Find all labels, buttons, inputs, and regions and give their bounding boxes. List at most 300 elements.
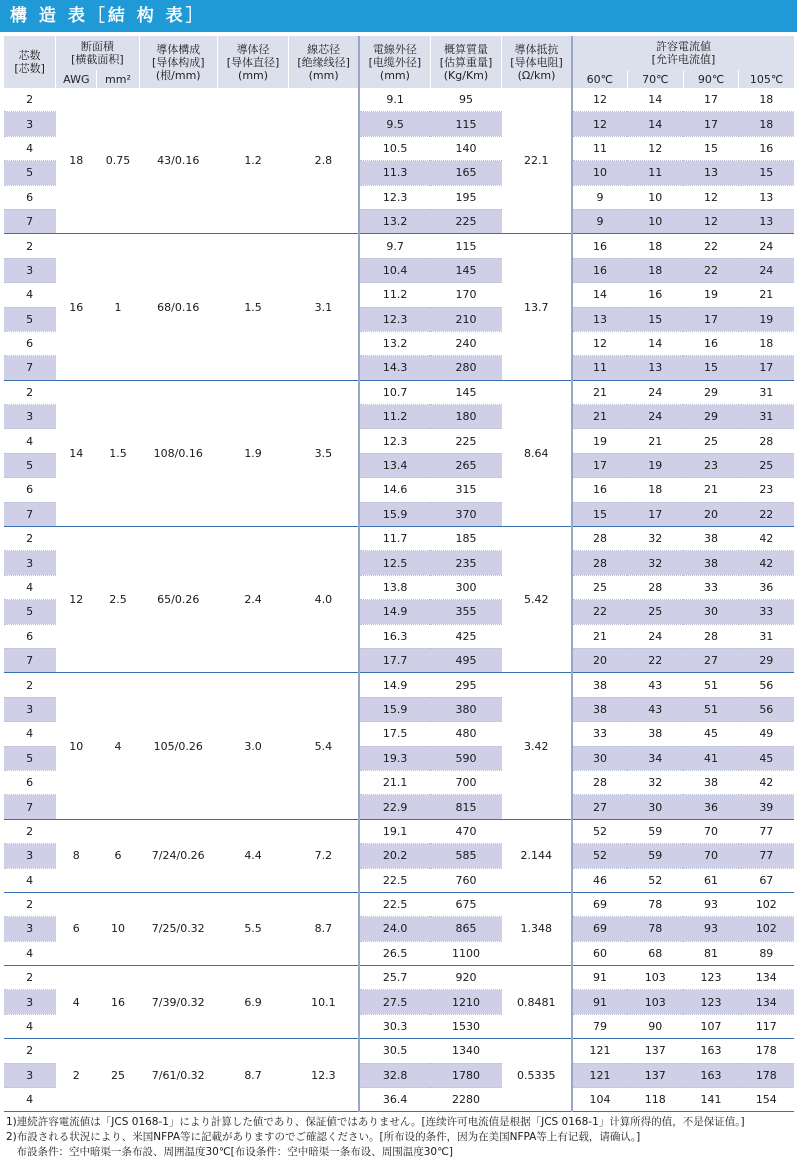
cell-weight: 145 [430, 380, 501, 404]
cell-mm2: 2.5 [97, 527, 139, 673]
cell-current-105: 31 [739, 624, 794, 648]
cell-current-90: 20 [683, 502, 738, 526]
cell-current-90: 93 [683, 892, 738, 916]
cell-outer-diameter: 15.9 [359, 697, 430, 721]
cell-diameter: 1.5 [217, 234, 288, 380]
cell-awg: 12 [56, 527, 97, 673]
cell-mm2: 1 [97, 234, 139, 380]
header-temp-90: 90℃ [683, 70, 738, 88]
cell-insulation: 2.8 [289, 88, 359, 234]
cell-resistance: 22.1 [502, 88, 572, 234]
cell-current-105: 45 [739, 746, 794, 770]
cell-diameter: 5.5 [217, 892, 288, 965]
cell-current-105: 22 [739, 502, 794, 526]
cell-current-105: 134 [739, 966, 794, 990]
cell-current-70: 24 [627, 380, 683, 404]
header-conductor: 導体構成 [导体构成] (根/mm) [139, 36, 217, 88]
cell-current-60: 25 [572, 575, 627, 599]
cell-resistance: 2.144 [502, 819, 572, 892]
cell-current-90: 17 [683, 307, 738, 331]
cell-current-90: 22 [683, 234, 738, 258]
cell-weight: 140 [430, 136, 501, 160]
cell-weight: 170 [430, 283, 501, 307]
cell-current-90: 61 [683, 868, 738, 892]
cell-current-105: 24 [739, 258, 794, 282]
cell-current-60: 38 [572, 673, 627, 697]
cell-current-60: 79 [572, 1014, 627, 1038]
cell-conductor: 7/24/0.26 [139, 819, 217, 892]
cell-current-70: 12 [627, 136, 683, 160]
cell-weight: 380 [430, 697, 501, 721]
cell-current-70: 38 [627, 722, 683, 746]
cell-weight: 265 [430, 453, 501, 477]
cell-cores: 6 [4, 331, 56, 355]
cell-outer-diameter: 14.9 [359, 673, 430, 697]
cell-outer-diameter: 11.2 [359, 405, 430, 429]
cell-diameter: 1.9 [217, 380, 288, 526]
cell-current-105: 25 [739, 453, 794, 477]
cell-current-60: 121 [572, 1063, 627, 1087]
cell-cores: 5 [4, 161, 56, 185]
cell-current-105: 89 [739, 941, 794, 965]
cell-current-60: 69 [572, 917, 627, 941]
cell-awg: 8 [56, 819, 97, 892]
cell-weight: 195 [430, 185, 501, 209]
cell-current-105: 36 [739, 575, 794, 599]
table-row [4, 380, 795, 404]
cell-current-105: 49 [739, 722, 794, 746]
cell-current-105: 102 [739, 892, 794, 916]
cell-current-60: 11 [572, 136, 627, 160]
cell-current-70: 22 [627, 648, 683, 672]
cell-current-70: 28 [627, 575, 683, 599]
cell-weight: 590 [430, 746, 501, 770]
cell-cores: 2 [4, 892, 56, 916]
cell-current-90: 12 [683, 185, 738, 209]
cell-current-70: 90 [627, 1014, 683, 1038]
table-row [4, 892, 795, 916]
cell-outer-diameter: 21.1 [359, 770, 430, 794]
cell-conductor: 65/0.26 [139, 527, 217, 673]
cell-current-70: 21 [627, 429, 683, 453]
cell-weight: 865 [430, 917, 501, 941]
cell-current-90: 29 [683, 405, 738, 429]
cell-outer-diameter: 10.5 [359, 136, 430, 160]
cell-outer-diameter: 11.7 [359, 527, 430, 551]
cell-current-90: 15 [683, 136, 738, 160]
cell-cores: 3 [4, 551, 56, 575]
cell-current-70: 43 [627, 673, 683, 697]
cell-outer-diameter: 24.0 [359, 917, 430, 941]
cell-outer-diameter: 22.9 [359, 795, 430, 819]
cell-mm2: 6 [97, 819, 139, 892]
cell-weight: 1210 [430, 990, 501, 1014]
cell-current-90: 22 [683, 258, 738, 282]
cell-current-60: 91 [572, 990, 627, 1014]
header-outer: 電線外径 [电缆外径] (mm) [359, 36, 430, 88]
cell-weight: 495 [430, 648, 501, 672]
cell-weight: 920 [430, 966, 501, 990]
cell-outer-diameter: 12.3 [359, 185, 430, 209]
cell-conductor: 108/0.16 [139, 380, 217, 526]
cell-current-90: 123 [683, 966, 738, 990]
cell-outer-diameter: 9.5 [359, 112, 430, 136]
cell-awg: 2 [56, 1039, 97, 1112]
cell-conductor: 7/61/0.32 [139, 1039, 217, 1112]
table-body [4, 88, 795, 1112]
cell-current-60: 91 [572, 966, 627, 990]
table-row [4, 1039, 795, 1063]
cell-cores: 3 [4, 1063, 56, 1087]
cell-current-70: 103 [627, 990, 683, 1014]
cell-outer-diameter: 14.6 [359, 478, 430, 502]
cell-resistance: 0.8481 [502, 966, 572, 1039]
cell-current-105: 33 [739, 600, 794, 624]
cell-current-105: 67 [739, 868, 794, 892]
cell-weight: 115 [430, 234, 501, 258]
cell-cores: 2 [4, 673, 56, 697]
cell-outer-diameter: 9.7 [359, 234, 430, 258]
cell-insulation: 12.3 [289, 1039, 359, 1112]
cell-cores: 2 [4, 380, 56, 404]
cell-cores: 4 [4, 575, 56, 599]
cell-conductor: 105/0.26 [139, 673, 217, 819]
cell-current-105: 56 [739, 697, 794, 721]
header-insulation: 線芯径 [绝缘线径] (mm) [289, 36, 359, 88]
cell-current-105: 178 [739, 1039, 794, 1063]
cell-current-90: 33 [683, 575, 738, 599]
cell-resistance: 0.5335 [502, 1039, 572, 1112]
cell-diameter: 1.2 [217, 88, 288, 234]
cell-current-90: 41 [683, 746, 738, 770]
cell-current-90: 45 [683, 722, 738, 746]
cell-weight: 280 [430, 356, 501, 380]
cell-current-60: 52 [572, 844, 627, 868]
cell-outer-diameter: 10.7 [359, 380, 430, 404]
cell-weight: 585 [430, 844, 501, 868]
cell-current-70: 18 [627, 258, 683, 282]
cell-conductor: 68/0.16 [139, 234, 217, 380]
cell-current-105: 19 [739, 307, 794, 331]
cell-weight: 115 [430, 112, 501, 136]
cell-current-90: 13 [683, 161, 738, 185]
table-row [4, 234, 795, 258]
cell-weight: 235 [430, 551, 501, 575]
cell-conductor: 7/39/0.32 [139, 966, 217, 1039]
cell-current-70: 25 [627, 600, 683, 624]
cell-current-70: 14 [627, 112, 683, 136]
cell-current-70: 14 [627, 331, 683, 355]
cell-current-105: 134 [739, 990, 794, 1014]
cell-current-70: 18 [627, 478, 683, 502]
cell-insulation: 8.7 [289, 892, 359, 965]
cell-mm2: 25 [97, 1039, 139, 1112]
cell-current-60: 21 [572, 380, 627, 404]
structure-table [3, 36, 794, 1112]
header-temp-70: 70℃ [627, 70, 683, 88]
cell-current-70: 11 [627, 161, 683, 185]
cell-current-70: 24 [627, 405, 683, 429]
cell-current-70: 34 [627, 746, 683, 770]
cell-current-60: 69 [572, 892, 627, 916]
cell-outer-diameter: 16.3 [359, 624, 430, 648]
cell-current-105: 18 [739, 112, 794, 136]
cell-current-70: 32 [627, 551, 683, 575]
cell-current-70: 59 [627, 819, 683, 843]
cell-mm2: 4 [97, 673, 139, 819]
cell-outer-diameter: 12.5 [359, 551, 430, 575]
cell-current-70: 78 [627, 892, 683, 916]
cell-current-90: 36 [683, 795, 738, 819]
cell-outer-diameter: 14.3 [359, 356, 430, 380]
cell-outer-diameter: 30.3 [359, 1014, 430, 1038]
cell-awg: 4 [56, 966, 97, 1039]
cell-current-90: 93 [683, 917, 738, 941]
cell-cores: 2 [4, 88, 56, 112]
cell-weight: 225 [430, 429, 501, 453]
cell-weight: 355 [430, 600, 501, 624]
cell-current-60: 21 [572, 624, 627, 648]
header-resistance: 導体抵抗 [导体电阻] (Ω/km) [502, 36, 572, 88]
cell-outer-diameter: 27.5 [359, 990, 430, 1014]
cell-outer-diameter: 15.9 [359, 502, 430, 526]
cell-conductor: 43/0.16 [139, 88, 217, 234]
cell-current-70: 19 [627, 453, 683, 477]
cell-outer-diameter: 13.8 [359, 575, 430, 599]
cell-current-90: 81 [683, 941, 738, 965]
cell-weight: 815 [430, 795, 501, 819]
cell-current-90: 70 [683, 819, 738, 843]
cell-current-90: 163 [683, 1063, 738, 1087]
cell-current-70: 15 [627, 307, 683, 331]
cell-outer-diameter: 19.3 [359, 746, 430, 770]
cell-current-70: 59 [627, 844, 683, 868]
cell-current-60: 9 [572, 185, 627, 209]
cell-outer-diameter: 20.2 [359, 844, 430, 868]
cell-weight: 165 [430, 161, 501, 185]
cell-current-105: 28 [739, 429, 794, 453]
table-row [4, 966, 795, 990]
cell-cores: 3 [4, 405, 56, 429]
cell-cores: 7 [4, 795, 56, 819]
cell-current-90: 21 [683, 478, 738, 502]
cell-current-70: 68 [627, 941, 683, 965]
cell-cores: 2 [4, 1039, 56, 1063]
cell-mm2: 1.5 [97, 380, 139, 526]
cell-cores: 5 [4, 746, 56, 770]
header-temp-60: 60℃ [572, 70, 627, 88]
cell-current-105: 56 [739, 673, 794, 697]
cell-cores: 2 [4, 966, 56, 990]
cell-current-70: 18 [627, 234, 683, 258]
cell-current-60: 16 [572, 478, 627, 502]
cell-current-105: 21 [739, 283, 794, 307]
footnote-1: 1)連続許容電流値は「JCS 0168-1」により計算した値であり、保証値ではありません。[连续许可电流值是根据「JCS 0168-1」计算所得的值，不是保证值。] [6, 1116, 745, 1128]
cell-outer-diameter: 22.5 [359, 892, 430, 916]
cell-current-105: 18 [739, 88, 794, 112]
cell-diameter: 8.7 [217, 1039, 288, 1112]
cell-current-90: 141 [683, 1088, 738, 1112]
cell-weight: 2280 [430, 1088, 501, 1112]
cell-outer-diameter: 26.5 [359, 941, 430, 965]
cell-cores: 6 [4, 624, 56, 648]
cell-resistance: 13.7 [502, 234, 572, 380]
cell-outer-diameter: 25.7 [359, 966, 430, 990]
cell-current-105: 17 [739, 356, 794, 380]
cell-outer-diameter: 10.4 [359, 258, 430, 282]
header-cores: 芯数 [芯数] [4, 36, 56, 88]
cell-cores: 7 [4, 648, 56, 672]
cell-resistance: 8.64 [502, 380, 572, 526]
cell-insulation: 7.2 [289, 819, 359, 892]
header-diameter: 導体径 [导体直径] (mm) [217, 36, 288, 88]
cell-insulation: 4.0 [289, 527, 359, 673]
cell-current-90: 16 [683, 331, 738, 355]
cell-outer-diameter: 13.2 [359, 209, 430, 233]
cell-current-105: 117 [739, 1014, 794, 1038]
cell-cores: 4 [4, 429, 56, 453]
cell-weight: 675 [430, 892, 501, 916]
cell-cores: 4 [4, 136, 56, 160]
cell-current-70: 32 [627, 770, 683, 794]
cell-cores: 3 [4, 844, 56, 868]
cell-current-60: 28 [572, 527, 627, 551]
cell-cores: 7 [4, 502, 56, 526]
cell-outer-diameter: 13.2 [359, 331, 430, 355]
cell-current-60: 27 [572, 795, 627, 819]
cell-current-60: 19 [572, 429, 627, 453]
cell-current-60: 28 [572, 770, 627, 794]
cell-current-105: 18 [739, 331, 794, 355]
table-row [4, 88, 795, 112]
cell-current-105: 154 [739, 1088, 794, 1112]
cell-outer-diameter: 32.8 [359, 1063, 430, 1087]
cell-awg: 18 [56, 88, 97, 234]
cell-weight: 370 [430, 502, 501, 526]
cell-awg: 10 [56, 673, 97, 819]
cell-weight: 225 [430, 209, 501, 233]
cell-current-60: 10 [572, 161, 627, 185]
cell-current-60: 12 [572, 88, 627, 112]
cell-current-70: 32 [627, 527, 683, 551]
cell-outer-diameter: 36.4 [359, 1088, 430, 1112]
cell-current-60: 121 [572, 1039, 627, 1063]
cell-weight: 760 [430, 868, 501, 892]
cell-outer-diameter: 13.4 [359, 453, 430, 477]
cell-current-60: 22 [572, 600, 627, 624]
cell-current-90: 15 [683, 356, 738, 380]
cell-current-60: 46 [572, 868, 627, 892]
cell-current-90: 23 [683, 453, 738, 477]
cell-current-60: 60 [572, 941, 627, 965]
cell-cores: 7 [4, 356, 56, 380]
cell-current-60: 52 [572, 819, 627, 843]
cell-current-105: 24 [739, 234, 794, 258]
cell-current-90: 51 [683, 673, 738, 697]
cell-current-90: 38 [683, 770, 738, 794]
cell-weight: 425 [430, 624, 501, 648]
cell-conductor: 7/25/0.32 [139, 892, 217, 965]
cell-weight: 145 [430, 258, 501, 282]
cell-cores: 4 [4, 1014, 56, 1038]
cell-current-90: 25 [683, 429, 738, 453]
cell-cores: 4 [4, 1088, 56, 1112]
cell-outer-diameter: 17.7 [359, 648, 430, 672]
cell-current-105: 13 [739, 185, 794, 209]
cell-current-60: 14 [572, 283, 627, 307]
cell-current-90: 107 [683, 1014, 738, 1038]
cell-current-60: 21 [572, 405, 627, 429]
cell-weight: 315 [430, 478, 501, 502]
cell-current-70: 137 [627, 1039, 683, 1063]
cell-current-90: 12 [683, 209, 738, 233]
cell-weight: 300 [430, 575, 501, 599]
cell-current-105: 29 [739, 648, 794, 672]
cell-cores: 2 [4, 819, 56, 843]
cell-current-105: 102 [739, 917, 794, 941]
cell-weight: 470 [430, 819, 501, 843]
cell-current-105: 31 [739, 380, 794, 404]
cell-current-60: 104 [572, 1088, 627, 1112]
cell-current-70: 137 [627, 1063, 683, 1087]
cell-current-70: 78 [627, 917, 683, 941]
cell-diameter: 4.4 [217, 819, 288, 892]
cell-current-60: 13 [572, 307, 627, 331]
cell-current-60: 9 [572, 209, 627, 233]
cell-weight: 210 [430, 307, 501, 331]
cell-current-60: 30 [572, 746, 627, 770]
header-mm2: mm² [97, 70, 139, 88]
cell-insulation: 3.5 [289, 380, 359, 526]
cell-awg: 16 [56, 234, 97, 380]
page-title: 構 造 表［結 构 表］ [10, 6, 206, 26]
cell-cores: 3 [4, 697, 56, 721]
cell-current-60: 11 [572, 356, 627, 380]
cell-current-60: 17 [572, 453, 627, 477]
cell-current-70: 118 [627, 1088, 683, 1112]
cell-current-60: 12 [572, 331, 627, 355]
cell-current-105: 42 [739, 527, 794, 551]
cell-current-90: 38 [683, 527, 738, 551]
cell-current-60: 15 [572, 502, 627, 526]
cell-current-70: 16 [627, 283, 683, 307]
table-row [4, 819, 795, 843]
cell-awg: 14 [56, 380, 97, 526]
cell-weight: 295 [430, 673, 501, 697]
cell-current-70: 17 [627, 502, 683, 526]
cell-cores: 6 [4, 770, 56, 794]
cell-weight: 480 [430, 722, 501, 746]
cell-weight: 1530 [430, 1014, 501, 1038]
cell-mm2: 10 [97, 892, 139, 965]
cell-current-90: 27 [683, 648, 738, 672]
cell-insulation: 5.4 [289, 673, 359, 819]
cell-resistance: 1.348 [502, 892, 572, 965]
cell-cores: 6 [4, 478, 56, 502]
cell-current-90: 17 [683, 112, 738, 136]
cell-cores: 5 [4, 600, 56, 624]
cell-current-70: 43 [627, 697, 683, 721]
cell-current-90: 17 [683, 88, 738, 112]
cell-current-70: 10 [627, 185, 683, 209]
cell-current-90: 29 [683, 380, 738, 404]
cell-cores: 6 [4, 185, 56, 209]
cell-cores: 4 [4, 868, 56, 892]
cell-resistance: 3.42 [502, 673, 572, 819]
cell-diameter: 3.0 [217, 673, 288, 819]
cell-current-105: 42 [739, 551, 794, 575]
cell-current-105: 16 [739, 136, 794, 160]
